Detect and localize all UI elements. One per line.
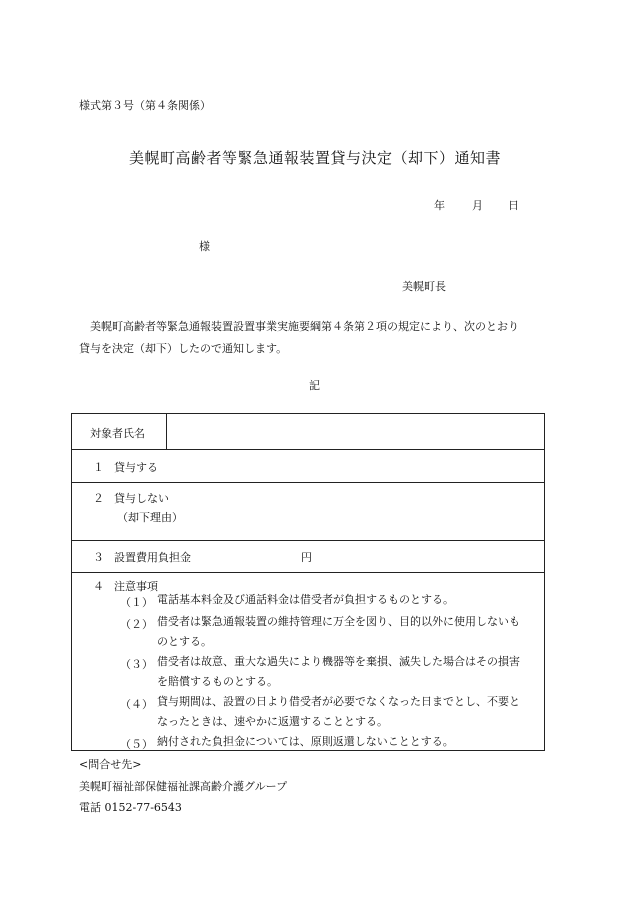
note-body-3 [157, 652, 542, 692]
body-paragraph [79, 316, 554, 360]
contact-phone: 電話 0152-77-6543 [79, 801, 182, 814]
note-body-2 [157, 612, 542, 652]
note-body-4 [157, 692, 542, 732]
note-3-line-1: 借受者は故意、重大な過失により機器等を棄損、滅失した場合はその損害 [157, 655, 520, 668]
fee-unit: 円 [301, 551, 312, 564]
page-title: 美幌町高齢者等緊急通報装置貸与決定（却下）通知書 [128, 149, 501, 167]
form-number: 様式第３号（第４条関係） [79, 99, 211, 112]
recipient-suffix: 様 [199, 240, 210, 253]
fee-num: ３ [93, 551, 104, 564]
note-num-2: （２） [120, 618, 153, 631]
note-num-1: （１） [120, 596, 153, 609]
deny-num: ２ [93, 492, 104, 505]
ki-heading: 記 [309, 379, 320, 392]
fee-row [72, 540, 544, 573]
date-month-label: 月 [472, 199, 483, 212]
notes-row [72, 572, 544, 752]
decision-table [71, 413, 545, 751]
name-label-cell [72, 414, 167, 449]
notes-label: 注意事項 [114, 580, 158, 593]
deny-label: 貸与しない [114, 492, 169, 505]
note-4-line-2: なったときは、速やかに返還することとする。 [157, 715, 388, 728]
notes-num: ４ [93, 580, 104, 593]
note-3-line-2: を賠償するものとする。 [157, 675, 278, 688]
lend-num: １ [93, 461, 104, 474]
body-line-1: 美幌町高齢者等緊急通報装置設置事業実施要綱第４条第２項の規定により、次のとおり [90, 320, 519, 333]
note-num-4: （４） [120, 698, 153, 711]
lend-row [72, 449, 544, 483]
note-body-1 [157, 590, 542, 610]
note-4-line-1: 貸与期間は、設置の日より借受者が必要でなくなった日までとし、不要と [157, 695, 520, 708]
note-2-line-1: 借受者は緊急通報装置の維持管理に万全を図り、目的以外に使用しないも [157, 615, 520, 628]
issuer-name: 美幌町長 [402, 280, 446, 293]
note-body-5 [157, 732, 542, 752]
fee-label: 設置費用負担金 [114, 551, 191, 564]
contact-department: 美幌町福祉部保健福祉課高齢介護グループ [79, 780, 288, 793]
note-1-line-1: 電話基本料金及び通話料金は借受者が負担するものとする。 [157, 593, 454, 606]
name-row [72, 414, 544, 450]
contact-heading: <問合せ先> [79, 758, 142, 771]
date-year-label: 年 [434, 199, 445, 212]
note-num-5: （５） [120, 738, 153, 751]
note-2-line-2: のとする。 [157, 635, 212, 648]
deny-reason-label: （却下理由） [117, 511, 183, 524]
body-line-2: 貸与を決定（却下）したので通知します。 [79, 342, 288, 355]
name-label: 対象者氏名 [90, 427, 145, 440]
date-day-label: 日 [508, 199, 519, 212]
note-num-3: （３） [120, 658, 153, 671]
note-5-line-1: 納付された負担金については、原則返還しないこととする。 [157, 735, 454, 748]
deny-row [72, 482, 544, 541]
lend-label: 貸与する [114, 461, 158, 474]
